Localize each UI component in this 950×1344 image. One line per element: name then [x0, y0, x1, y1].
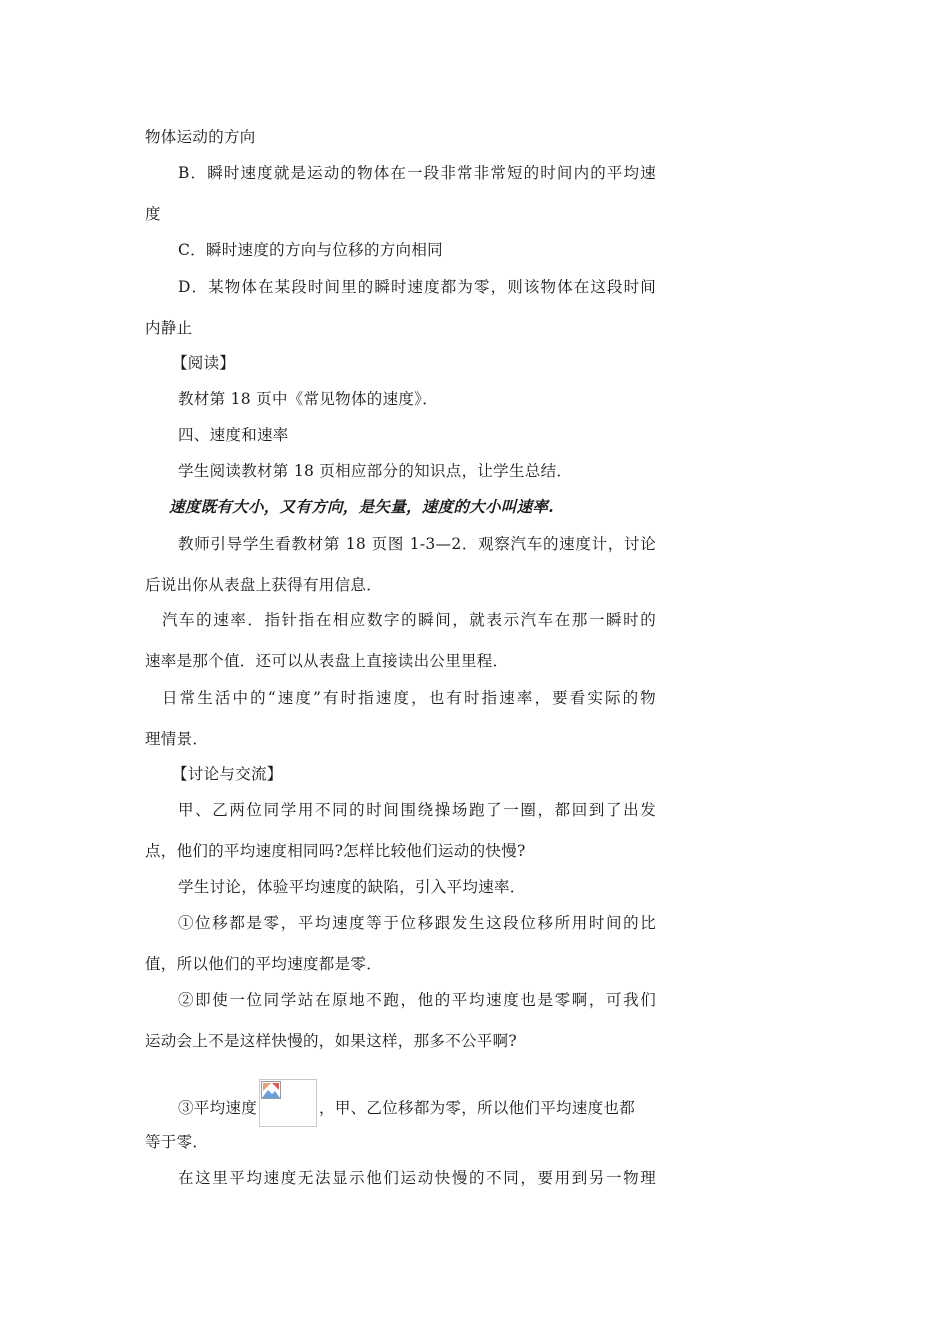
image-placeholder-icon [261, 1081, 281, 1099]
option-b: B．瞬时速度就是运动的物体在一段非常非常短的时间内的平均速 [178, 164, 656, 182]
text-line: 后说出你从表盘上获得有用信息． [145, 576, 383, 594]
text-line: ①位移都是零，平均速度等于位移跟发生这段位移所用时间的比 [178, 914, 656, 932]
broken-image-icon [259, 1079, 317, 1127]
text-line: 运动会上不是这样快慢的，如果这样，那多不公平啊? [145, 1032, 518, 1050]
text-line: 教材第 18 页中《常见物体的速度》． [178, 390, 439, 408]
text-line: 等于零． [145, 1133, 209, 1151]
text-line: 速率是那个值．还可以从表盘上直接读出公里里程． [145, 652, 509, 670]
section-heading-reading: 【阅读】 [172, 354, 236, 372]
text-line: 值，所以他们的平均速度都是零． [145, 955, 383, 973]
option-d: D．某物体在某段时间里的瞬时速度都为零，则该物体在这段时间 [178, 278, 656, 296]
text-line: 度 [145, 205, 161, 223]
text-line: 理情景． [145, 730, 209, 748]
text-line: 学生阅读教材第 18 页相应部分的知识点，让学生总结． [178, 462, 573, 480]
formula-text-after: ，甲、乙位移都为零，所以他们平均速度也都 [319, 1099, 636, 1117]
formula-text-before: ③平均速度 [178, 1099, 258, 1117]
text-line: 点，他们的平均速度相同吗?怎样比较他们运动的快慢? [145, 842, 526, 860]
text-line: ②即使一位同学站在原地不跑，他的平均速度也是零啊，可我们 [178, 991, 656, 1009]
text-line: 在这里平均速度无法显示他们运动快慢的不同，要用到另一物理 [178, 1169, 656, 1187]
section-heading-discussion: 【讨论与交流】 [172, 765, 283, 783]
text-line: 学生讨论，体验平均速度的缺陷，引入平均速率． [178, 878, 526, 896]
formula-line [178, 1079, 635, 1127]
option-c: C．瞬时速度的方向与位移的方向相同 [178, 241, 443, 259]
text-line: 物体运动的方向 [145, 128, 256, 146]
text-line: 甲、乙两位同学用不同的时间围绕操场跑了一圈，都回到了出发 [178, 801, 656, 819]
section-heading-speed: 四、速度和速率 [178, 426, 289, 444]
text-line: 汽车的速率．指针指在相应数字的瞬间，就表示汽车在那一瞬时的 [162, 611, 656, 629]
text-line: 教师引导学生看教材第 18 页图 1-3—2．观察汽车的速度计，讨论 [178, 535, 656, 553]
text-line: 内静止 [145, 319, 193, 337]
text-line: 日常生活中的“速度”有时指速度，也有时指速率，要看实际的物 [162, 689, 656, 707]
emphasized-definition: 速度既有大小，又有方向，是矢量，速度的大小叫速率. [169, 497, 554, 516]
